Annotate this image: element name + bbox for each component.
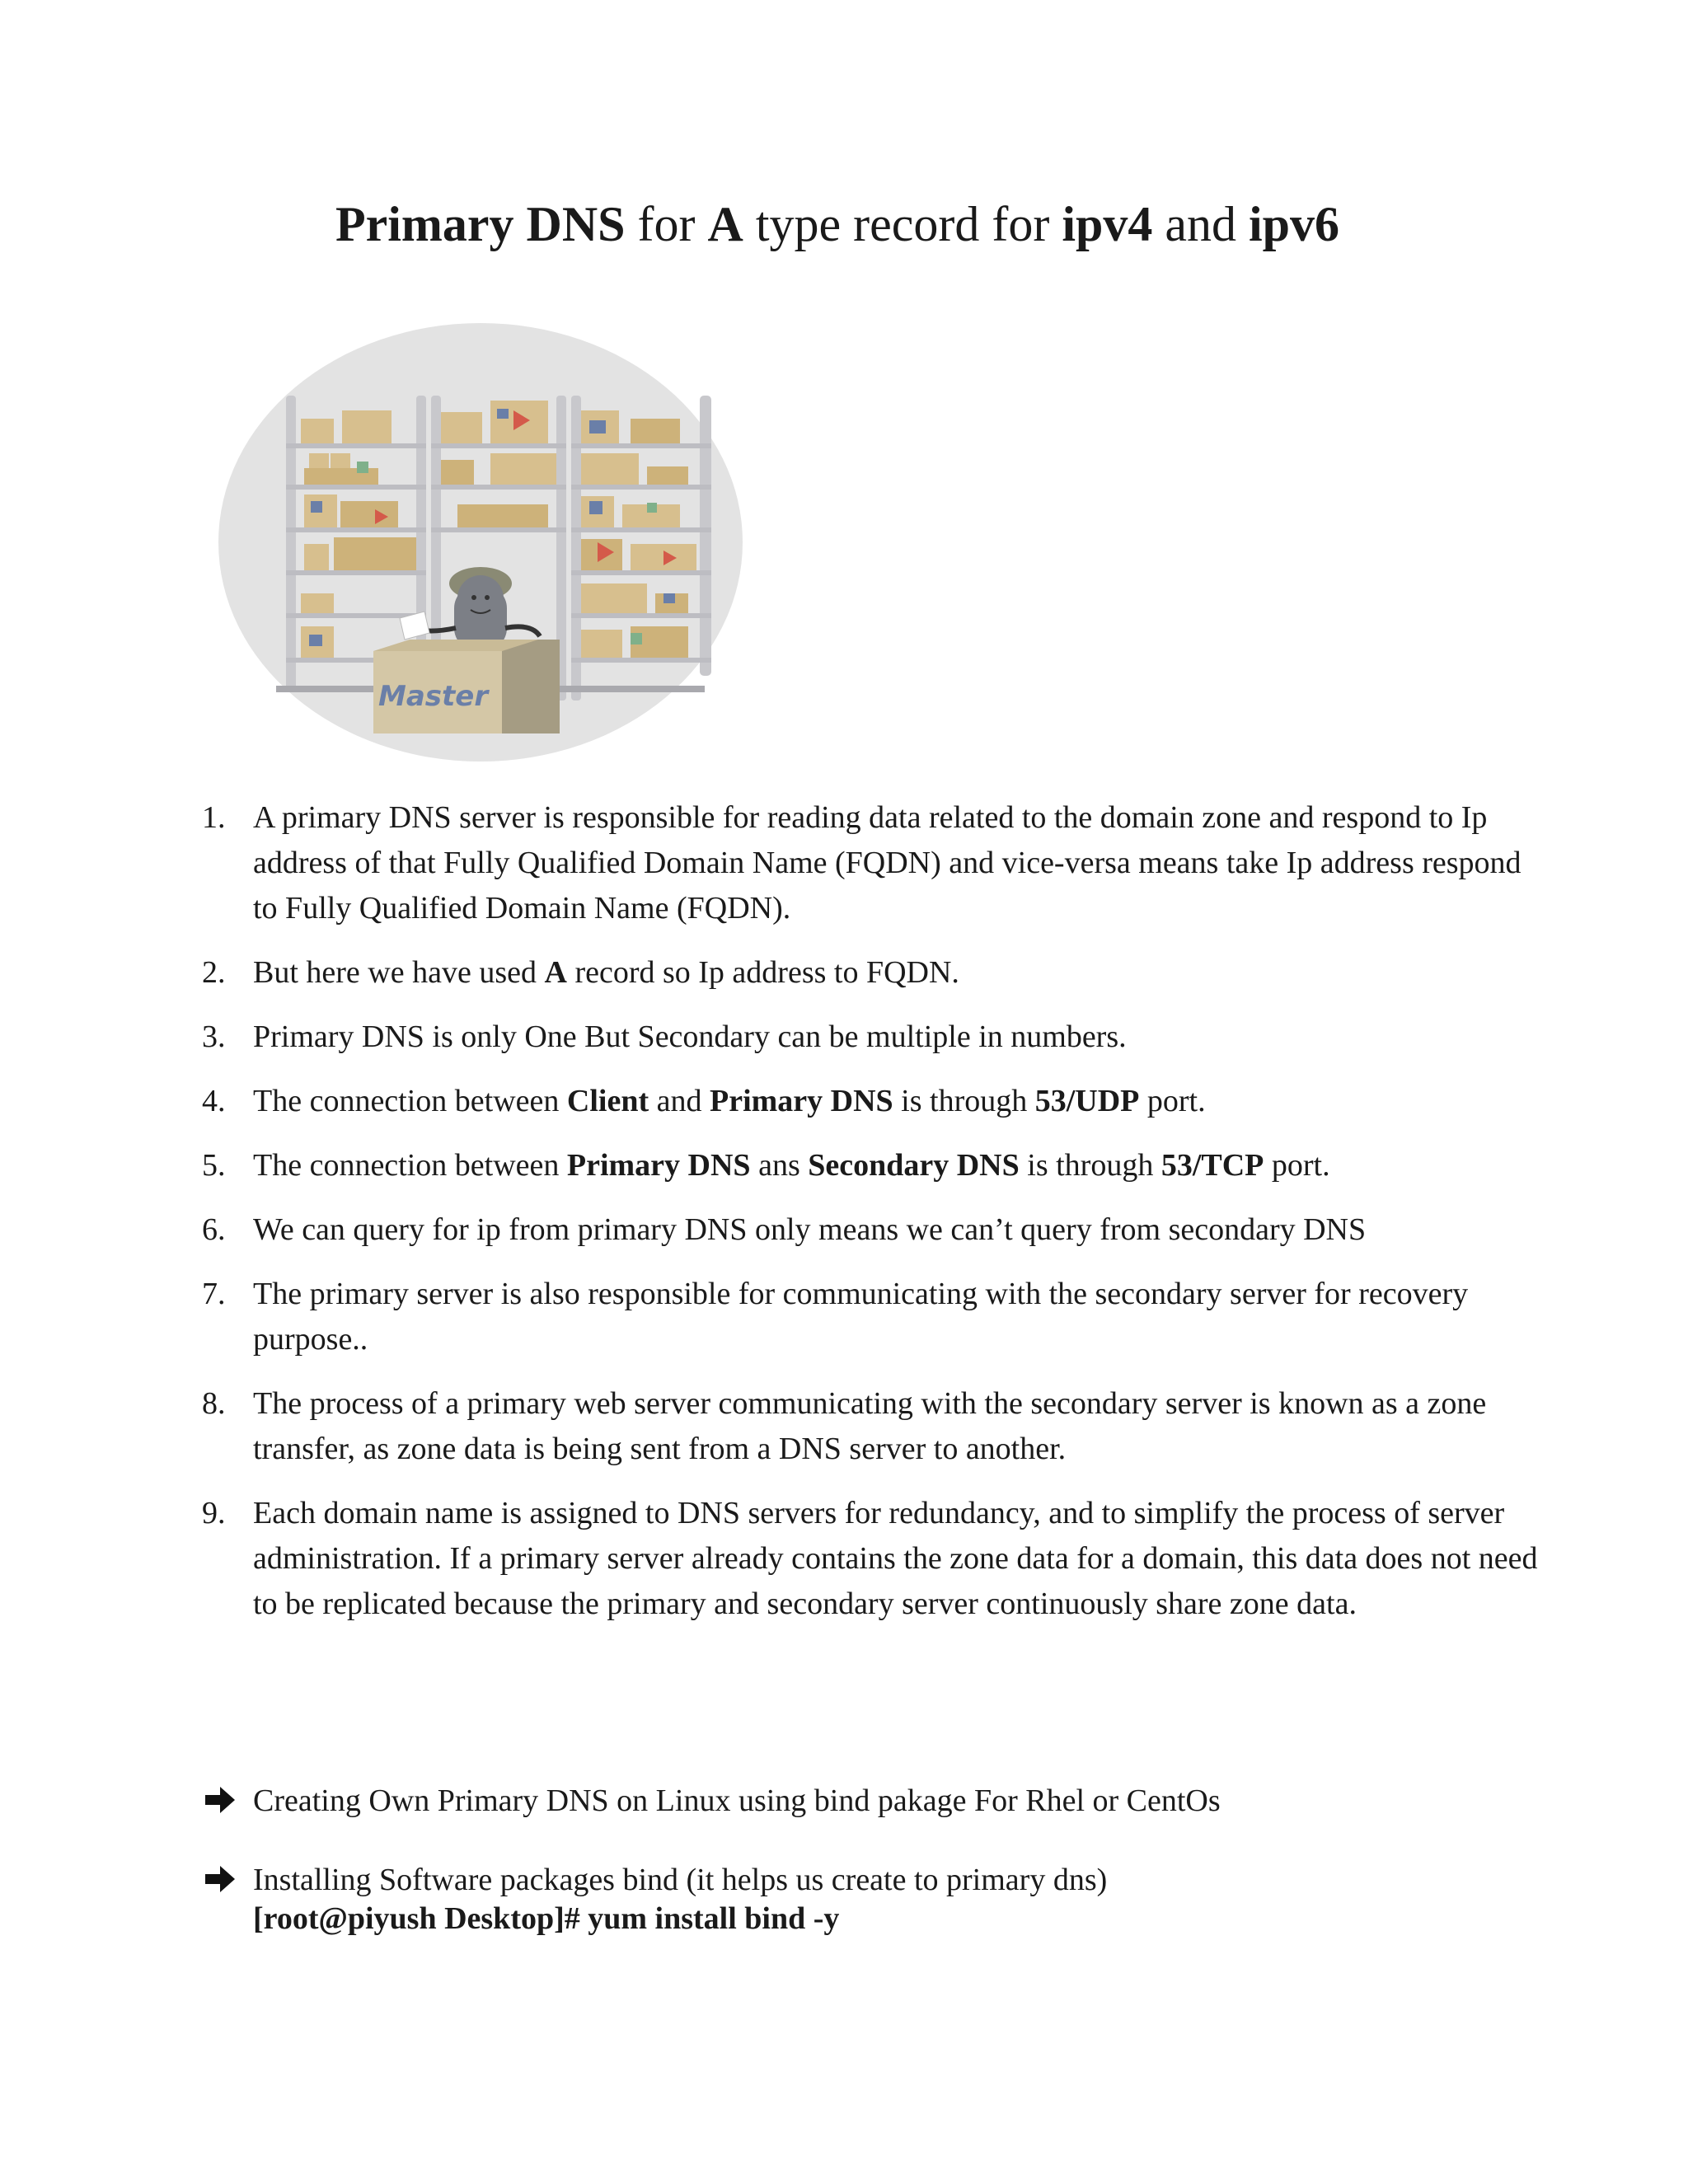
list-item xyxy=(202,1143,1545,1188)
page-title xyxy=(0,191,1688,257)
list-item-text: record so Ip address to FQDN. xyxy=(566,955,959,990)
note-text: Installing Software packages bind (it helps us create to primary dns) xyxy=(253,1863,1108,1897)
title-a: A xyxy=(707,197,743,251)
list-number: 5. xyxy=(202,1148,226,1183)
list-item-text: The connection between xyxy=(253,1084,567,1118)
right-arrow-icon xyxy=(202,1863,238,1896)
title-ipv4: ipv4 xyxy=(1062,197,1153,251)
list-item-bold: Primary DNS xyxy=(709,1084,893,1118)
list-item-bold: 53/TCP xyxy=(1160,1148,1264,1183)
list-item-text: ans xyxy=(750,1148,809,1183)
list-item xyxy=(202,1015,1545,1060)
list-item-text: The process of a primary web server communicating with the secondary server is known as a zone transfer, as zone data is being sent from a DNS server to another. xyxy=(253,1386,1487,1466)
title-ipv6: ipv6 xyxy=(1249,197,1340,251)
title-text: type record for xyxy=(743,197,1062,251)
list-item xyxy=(202,795,1545,931)
dns-facts-list xyxy=(202,795,1545,1646)
list-item-text: We can query for ip from primary DNS only means we can’t query from secondary DNS xyxy=(253,1212,1367,1247)
list-item-text: A primary DNS server is responsible for reading data related to the domain zone and respond to Ip address of that Fully Qualified Domain Name (FQDN) and vice-versa means take Ip address respond to Fully Qualified Domain Name (FQDN). xyxy=(253,800,1522,926)
list-number: 6. xyxy=(202,1212,226,1247)
list-number: 7. xyxy=(202,1277,226,1311)
list-item xyxy=(202,1381,1545,1472)
list-item xyxy=(202,1491,1545,1627)
list-item-text: port. xyxy=(1264,1148,1330,1183)
note-text: Creating Own Primary DNS on Linux using bind pakage For Rhel or CentOs xyxy=(253,1783,1221,1818)
note-creating-dns xyxy=(202,1780,1545,1821)
list-number: 4. xyxy=(202,1084,226,1118)
list-number: 1. xyxy=(202,800,226,835)
list-item-text: and xyxy=(649,1084,710,1118)
list-item-text: Each domain name is assigned to DNS servers for redundancy, and to simplify the process of server administration. If a primary server already contains the zone data for a domain, this data does not need to be replicated because the primary and secondary server continuously share zone data. xyxy=(253,1496,1538,1621)
list-item xyxy=(202,1272,1545,1362)
list-item-text: The primary server is also responsible for communicating with the secondary server for recovery purpose.. xyxy=(253,1277,1469,1357)
server-warehouse-illustration xyxy=(218,321,746,762)
note-installing-bind xyxy=(202,1859,1545,1937)
list-item-text: Primary DNS is only One But Secondary can be multiple in numbers. xyxy=(253,1019,1127,1054)
list-item xyxy=(202,1207,1545,1253)
list-item-bold: A xyxy=(544,955,567,990)
list-item-text: The connection between xyxy=(253,1148,567,1183)
list-item-bold: Client xyxy=(566,1084,649,1118)
list-item-text: But here we have used xyxy=(253,955,545,990)
title-text: for xyxy=(625,197,708,251)
title-text: and xyxy=(1152,197,1250,251)
list-number: 2. xyxy=(202,955,226,990)
master-box-label: Master xyxy=(378,680,489,713)
list-item-bold: Secondary DNS xyxy=(808,1148,1020,1183)
install-command: [root@piyush Desktop]# yum install bind -y xyxy=(253,1901,840,1936)
list-number: 8. xyxy=(202,1386,226,1421)
list-number: 3. xyxy=(202,1019,226,1054)
title-primary-dns: Primary DNS xyxy=(335,197,626,251)
right-arrow-icon xyxy=(202,1783,238,1816)
list-item-text: is through xyxy=(893,1084,1035,1118)
list-item-text: is through xyxy=(1019,1148,1161,1183)
list-item-text: port. xyxy=(1139,1084,1206,1118)
list-item xyxy=(202,1079,1545,1124)
list-item xyxy=(202,950,1545,996)
list-number: 9. xyxy=(202,1496,226,1530)
list-item-bold: 53/UDP xyxy=(1034,1084,1140,1118)
list-item-bold: Primary DNS xyxy=(566,1148,751,1183)
